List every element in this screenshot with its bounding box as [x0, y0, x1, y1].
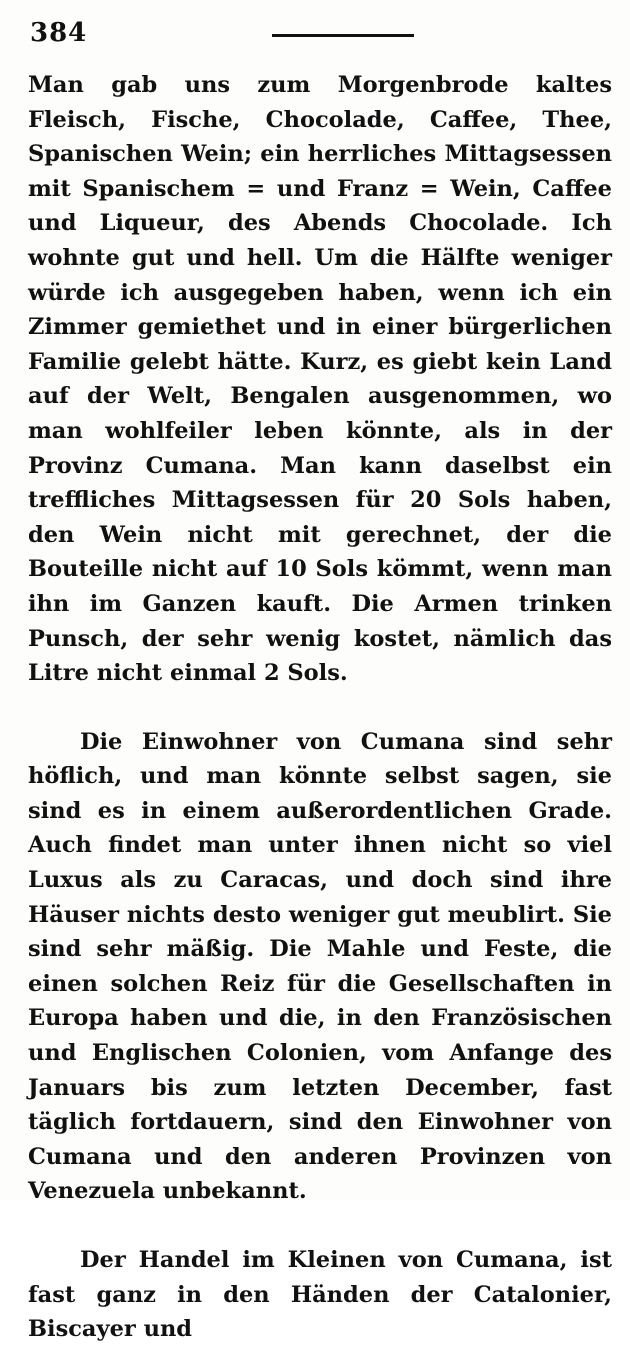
page-header: [30, 16, 610, 56]
paragraph-2: Die Einwohner von Cumana sind sehr höflich, und man könnte selbst sagen, sie sind es in einem außerordentlichen Grade. Auch findet man unter ihnen nicht so viel Luxus als zu Caracas, und doch sind ihre Häuser nichts desto weniger gut meublirt. Sie sind sehr mäßig. Die Mahle und Feste, die einen solchen Reiz für die Gesellschaften in Europa haben und die, in den Französischen und Englischen Colonien, vom Anfange des Januars bis zum letzten December, fast täglich fortdauern, sind den Einwohner von Cumana und den anderen Provinzen von Venezuela unbekannt.: [28, 728, 612, 1205]
header-rule: [272, 34, 414, 37]
body-text: [28, 68, 612, 1347]
paragraph-3: Der Handel im Kleinen von Cumana, ist fast ganz in den Händen der Catalonier, Biscayer und: [28, 1247, 612, 1343]
page-number: 384: [30, 18, 88, 48]
paragraph-1: Man gab uns zum Morgenbrode kaltes Fleisch, Fische, Chocolade, Caffee, Thee, Spanischen Wein; ein herrliches Mittagsessen mit Spanischem = und Franz = Wein, Caffee und Liqueur, des Abends Chocolade. Ich wohnte gut und hell. Um die Hälfte weniger würde ich ausgegeben haben, wenn ich ein Zimmer gemiethet und in einer bürgerlichen Familie gelebt hätte. Kurz, es giebt kein Land auf der Welt, Bengalen ausgenommen, wo man wohlfeiler leben könnte, als in der Provinz Cumana. Man kann daselbst ein treffliches Mittagsessen für 20 Sols haben, den Wein nicht mit gerechnet, der die Bouteille nicht auf 10 Sols kömmt, wenn man ihn im Ganzen kauft. Die Armen trinken Punsch, der sehr wenig kostet, nämlich das Litre nicht einmal 2 Sols.: [28, 72, 612, 687]
